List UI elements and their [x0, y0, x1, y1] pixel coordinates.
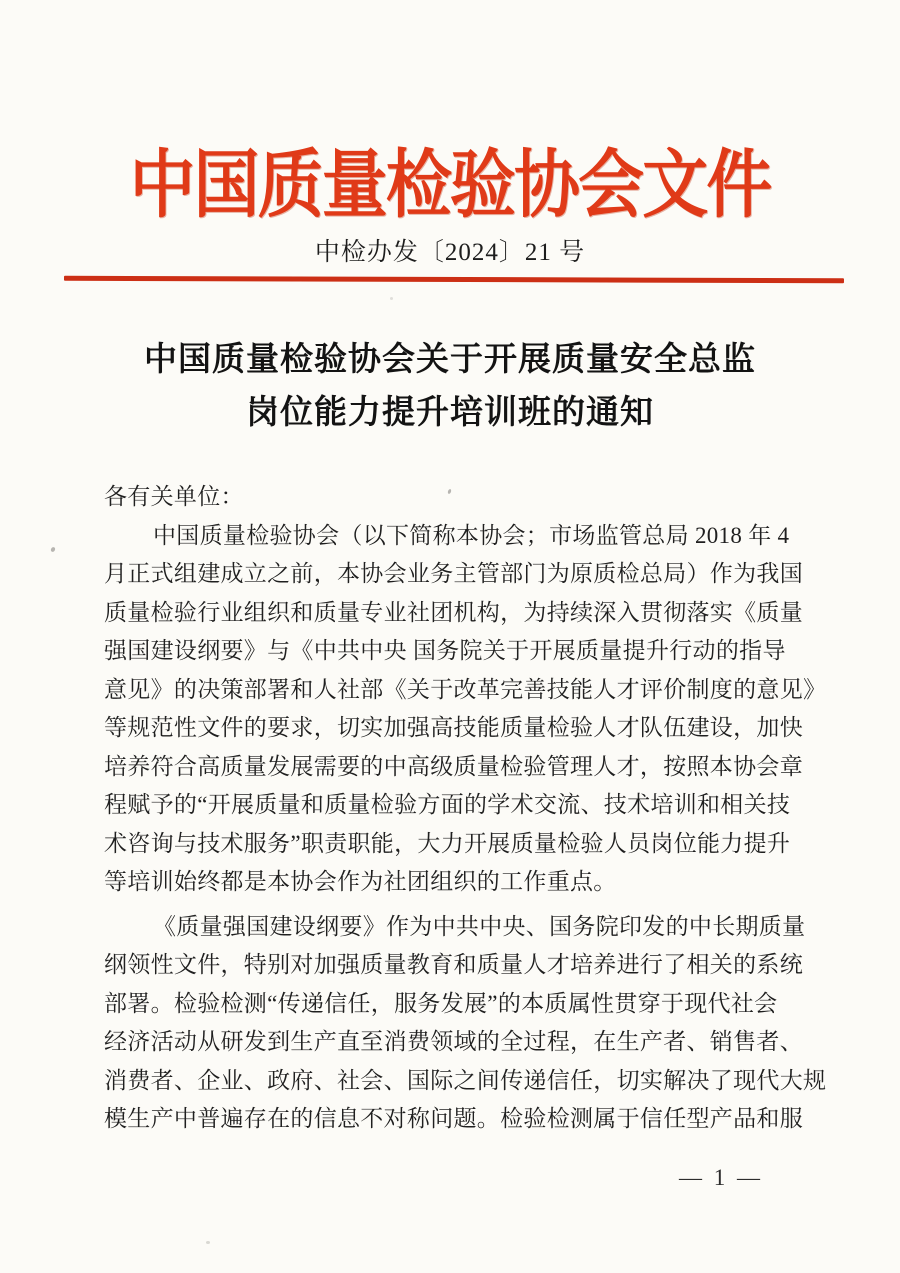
body-line: 月正式组建成立之前，本协会业务主管部门为原质检总局）作为我国	[104, 561, 803, 586]
body-line: 强国建设纲要》与《中共中央 国务院关于开展质量提升行动的指导	[104, 638, 786, 663]
body-line: 术咨询与技术服务”职责职能，大力开展质量检验人员岗位能力提升	[104, 830, 791, 856]
doc-number: 中检办发〔2024〕21 号	[314, 239, 586, 266]
body-line: 等规范性文件的要求，切实加强高技能质量检验人才队伍建设，加快	[104, 715, 803, 740]
scan-speck	[390, 297, 393, 300]
scan-speck	[527, 618, 530, 621]
letterhead-title: 中国质量检验协会文件	[129, 145, 771, 227]
scan-speck	[50, 546, 56, 552]
body-line: 各有关单位：	[104, 484, 244, 509]
body-line: 模生产中普遍存在的信息不对称问题。检验检测属于信任型产品和服	[104, 1106, 803, 1131]
body-text	[104, 478, 827, 1139]
body-line: 中国质量检验协会（以下简称本协会；市场监管总局 2018 年 4	[153, 522, 790, 548]
scan-speck	[206, 1241, 210, 1244]
body-line: 等培训始终都是本协会作为社团组织的工作重点。	[104, 869, 617, 894]
notice-title-line1: 中国质量检验协会关于开展质量安全总监	[144, 342, 756, 378]
letterhead-row	[0, 126, 900, 232]
body-line: 经济活动从研发到生产直至消费领域的全过程，在生产者、销售者、	[104, 1029, 803, 1054]
page-number: — 1 —	[679, 1165, 763, 1190]
body-line: 程赋予的“开展质量和质量检验方面的学术交流、技术培训和相关技	[104, 792, 791, 817]
body-line: 《质量强国建设纲要》作为中共中央、国务院印发的中长期质量	[153, 913, 806, 939]
body-line: 部署。检验检测“传递信任，服务发展”的本质属性贯穿于现代社会	[104, 990, 778, 1016]
notice-title	[0, 334, 900, 440]
red-divider	[64, 276, 844, 283]
body-line: 消费者、企业、政府、社会、国际之间传递信任，切实解决了现代大规	[104, 1067, 827, 1093]
body-line: 意见》的决策部署和人社部《关于改革完善技能人才评价制度的意见》	[104, 676, 827, 702]
body-line: 培养符合高质量发展需要的中高级质量检验管理人才，按照本协会章	[104, 753, 803, 779]
notice-title-line2: 岗位能力提升培训班的通知	[246, 395, 654, 431]
body-line: 质量检验行业组织和质量专业社团机构，为持续深入贯彻落实《质量	[104, 599, 803, 625]
body-line: 纲领性文件，特别对加强质量教育和质量人才培养进行了相关的系统	[104, 952, 803, 977]
